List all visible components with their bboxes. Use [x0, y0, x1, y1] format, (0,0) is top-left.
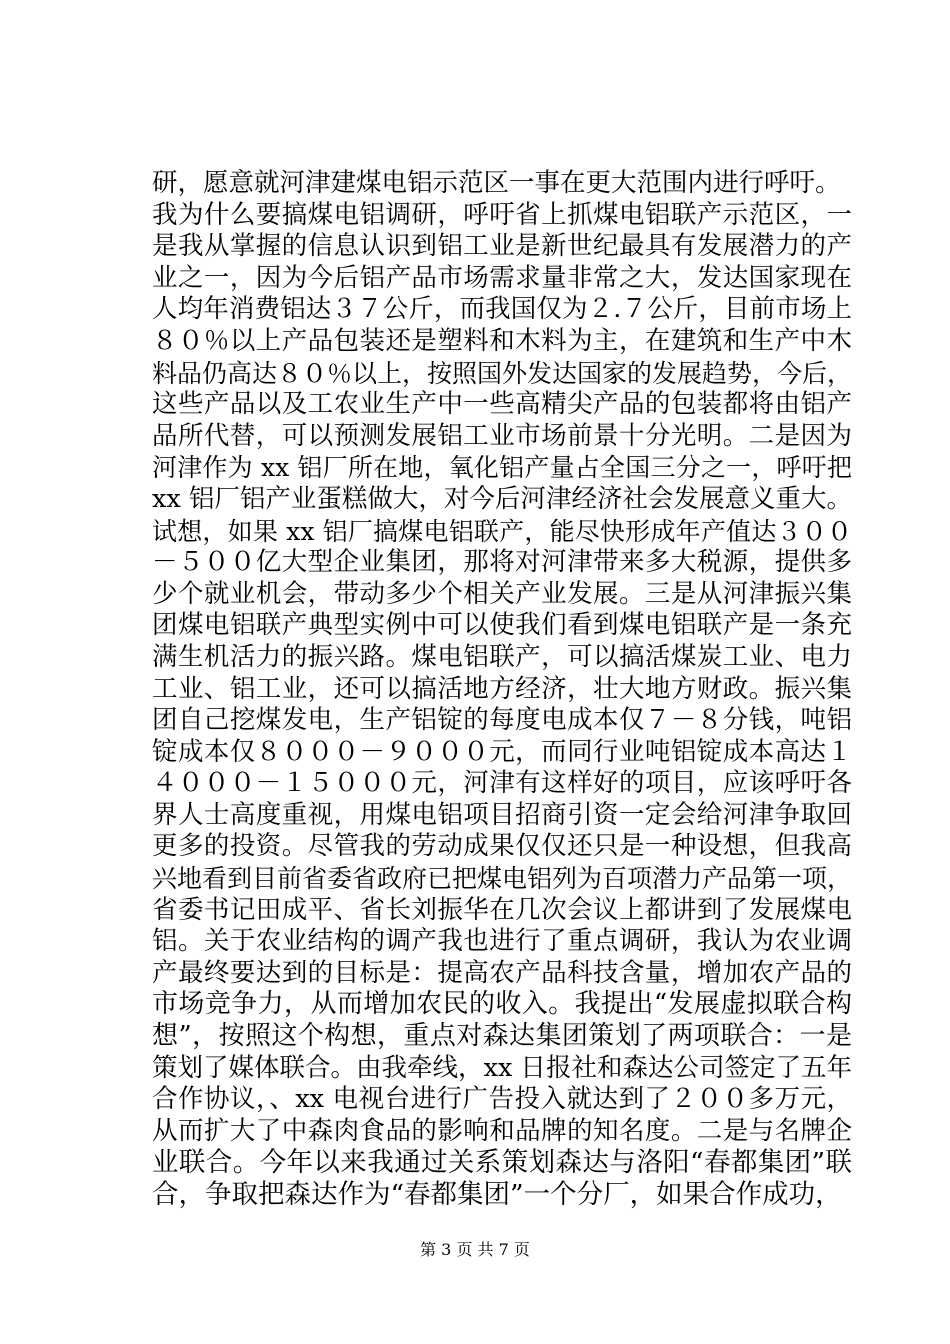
text-line: 市场竞争力，从而增加农民的收入。我提出“发展虚拟联合构 [152, 989, 852, 1020]
text-line: 河津作为 xx 铝厂所在地，氧化铝产量占全国三分之一，呼吁把 [152, 453, 852, 483]
text-line: 研，愿意就河津建煤电铝示范区一事在更大范围内进行呼吁。 [152, 168, 841, 198]
text-line: xx 铝厂铝产业蛋糕做大，对今后河津经济社会发展意义重大。 [152, 483, 852, 514]
text-line: 产最终要达到的目标是：提高农产品科技含量，增加农产品的 [152, 957, 852, 988]
text-line: 业之一，因为今后铝产品市场需求量非常之大，发达国家现在 [152, 262, 852, 293]
text-line: 更多的投资。尽管我的劳动成果仅仅还只是一种设想，但我高 [152, 831, 852, 862]
text-line: 是我从掌握的信息认识到铝工业是新世纪最具有发展潜力的产 [152, 231, 852, 262]
text-line: －５００亿大型企业集团，那将对河津带来多大税源，提供多 [152, 547, 852, 578]
text-line: 想”，按照这个构想，重点对森达集团策划了两项联合：一是 [152, 1021, 852, 1052]
text-line: 少个就业机会，带动多少个相关产业发展。三是从河津振兴集 [152, 578, 852, 609]
text-line: 工业、铝工业，还可以搞活地方经济，壮大地方财政。振兴集 [152, 673, 852, 704]
text-line: 料品仍高达８０％以上，按照国外发达国家的发展趋势，今后， [152, 358, 853, 388]
text-line: 合，争取把森达作为“春都集团”一个分厂，如果合作成功， [152, 1179, 842, 1210]
text-line: 铝。关于农业结构的调产我也进行了重点调研，我认为农业调 [152, 926, 852, 957]
text-line: 满生机活力的振兴路。煤电铝联产，可以搞活煤炭工业、电力 [152, 641, 852, 672]
text-line: 我为什么要搞煤电铝调研，呼吁省上抓煤电铝联产示范区，一 [152, 199, 852, 230]
text-line: 试想，如果 xx 铝厂搞煤电铝联产，能尽快形成年产值达３００ [152, 516, 852, 546]
text-line: ４０００－１５０００元，河津有这样好的项目，应该呼吁各 [152, 768, 852, 799]
text-line: 从而扩大了中森肉食品的影响和品牌的知名度。二是与名牌企 [152, 1115, 852, 1146]
text-line: 人均年消费铝达３７公斤，而我国仅为２.７公斤，目前市场上 [152, 294, 852, 325]
text-line: 兴地看到目前省委省政府已把煤电铝列为百项潜力产品第一项， [152, 864, 853, 894]
text-line: 团煤电铝联产典型实例中可以使我们看到煤电铝联产是一条充 [152, 610, 852, 641]
text-line: 这些产品以及工农业生产中一些高精尖产品的包装都将由铝产 [152, 389, 852, 420]
text-line: 策划了媒体联合。由我牵线，xx 日报社和森达公司签定了五年 [152, 1052, 852, 1083]
text-line: ８０％以上产品包装还是塑料和木料为主，在建筑和生产中木 [152, 325, 852, 356]
text-line: 省委书记田成平、省长刘振华在几次会议上都讲到了发展煤电 [152, 894, 852, 925]
body-text [152, 168, 852, 1211]
text-line: 品所代替，可以预测发展铝工业市场前景十分光明。二是因为 [152, 420, 852, 451]
text-line: 合作协议，、xx 电视台进行广告投入就达到了２００多万元， [152, 1084, 852, 1115]
text-line: 界人士高度重视，用煤电铝项目招商引资一定会给河津争取回 [152, 799, 852, 830]
text-line: 业联合。今年以来我通过关系策划森达与洛阳“春都集团”联 [152, 1147, 852, 1179]
text-line: 锭成本仅８０００－９０００元，而同行业吨铝锭成本高达１ [152, 736, 852, 767]
text-line: 团自己挖煤发电，生产铝锭的每度电成本仅７－８分钱，吨铝 [152, 705, 852, 736]
page-footer: 第 3 页 共 7 页 [420, 1240, 530, 1259]
